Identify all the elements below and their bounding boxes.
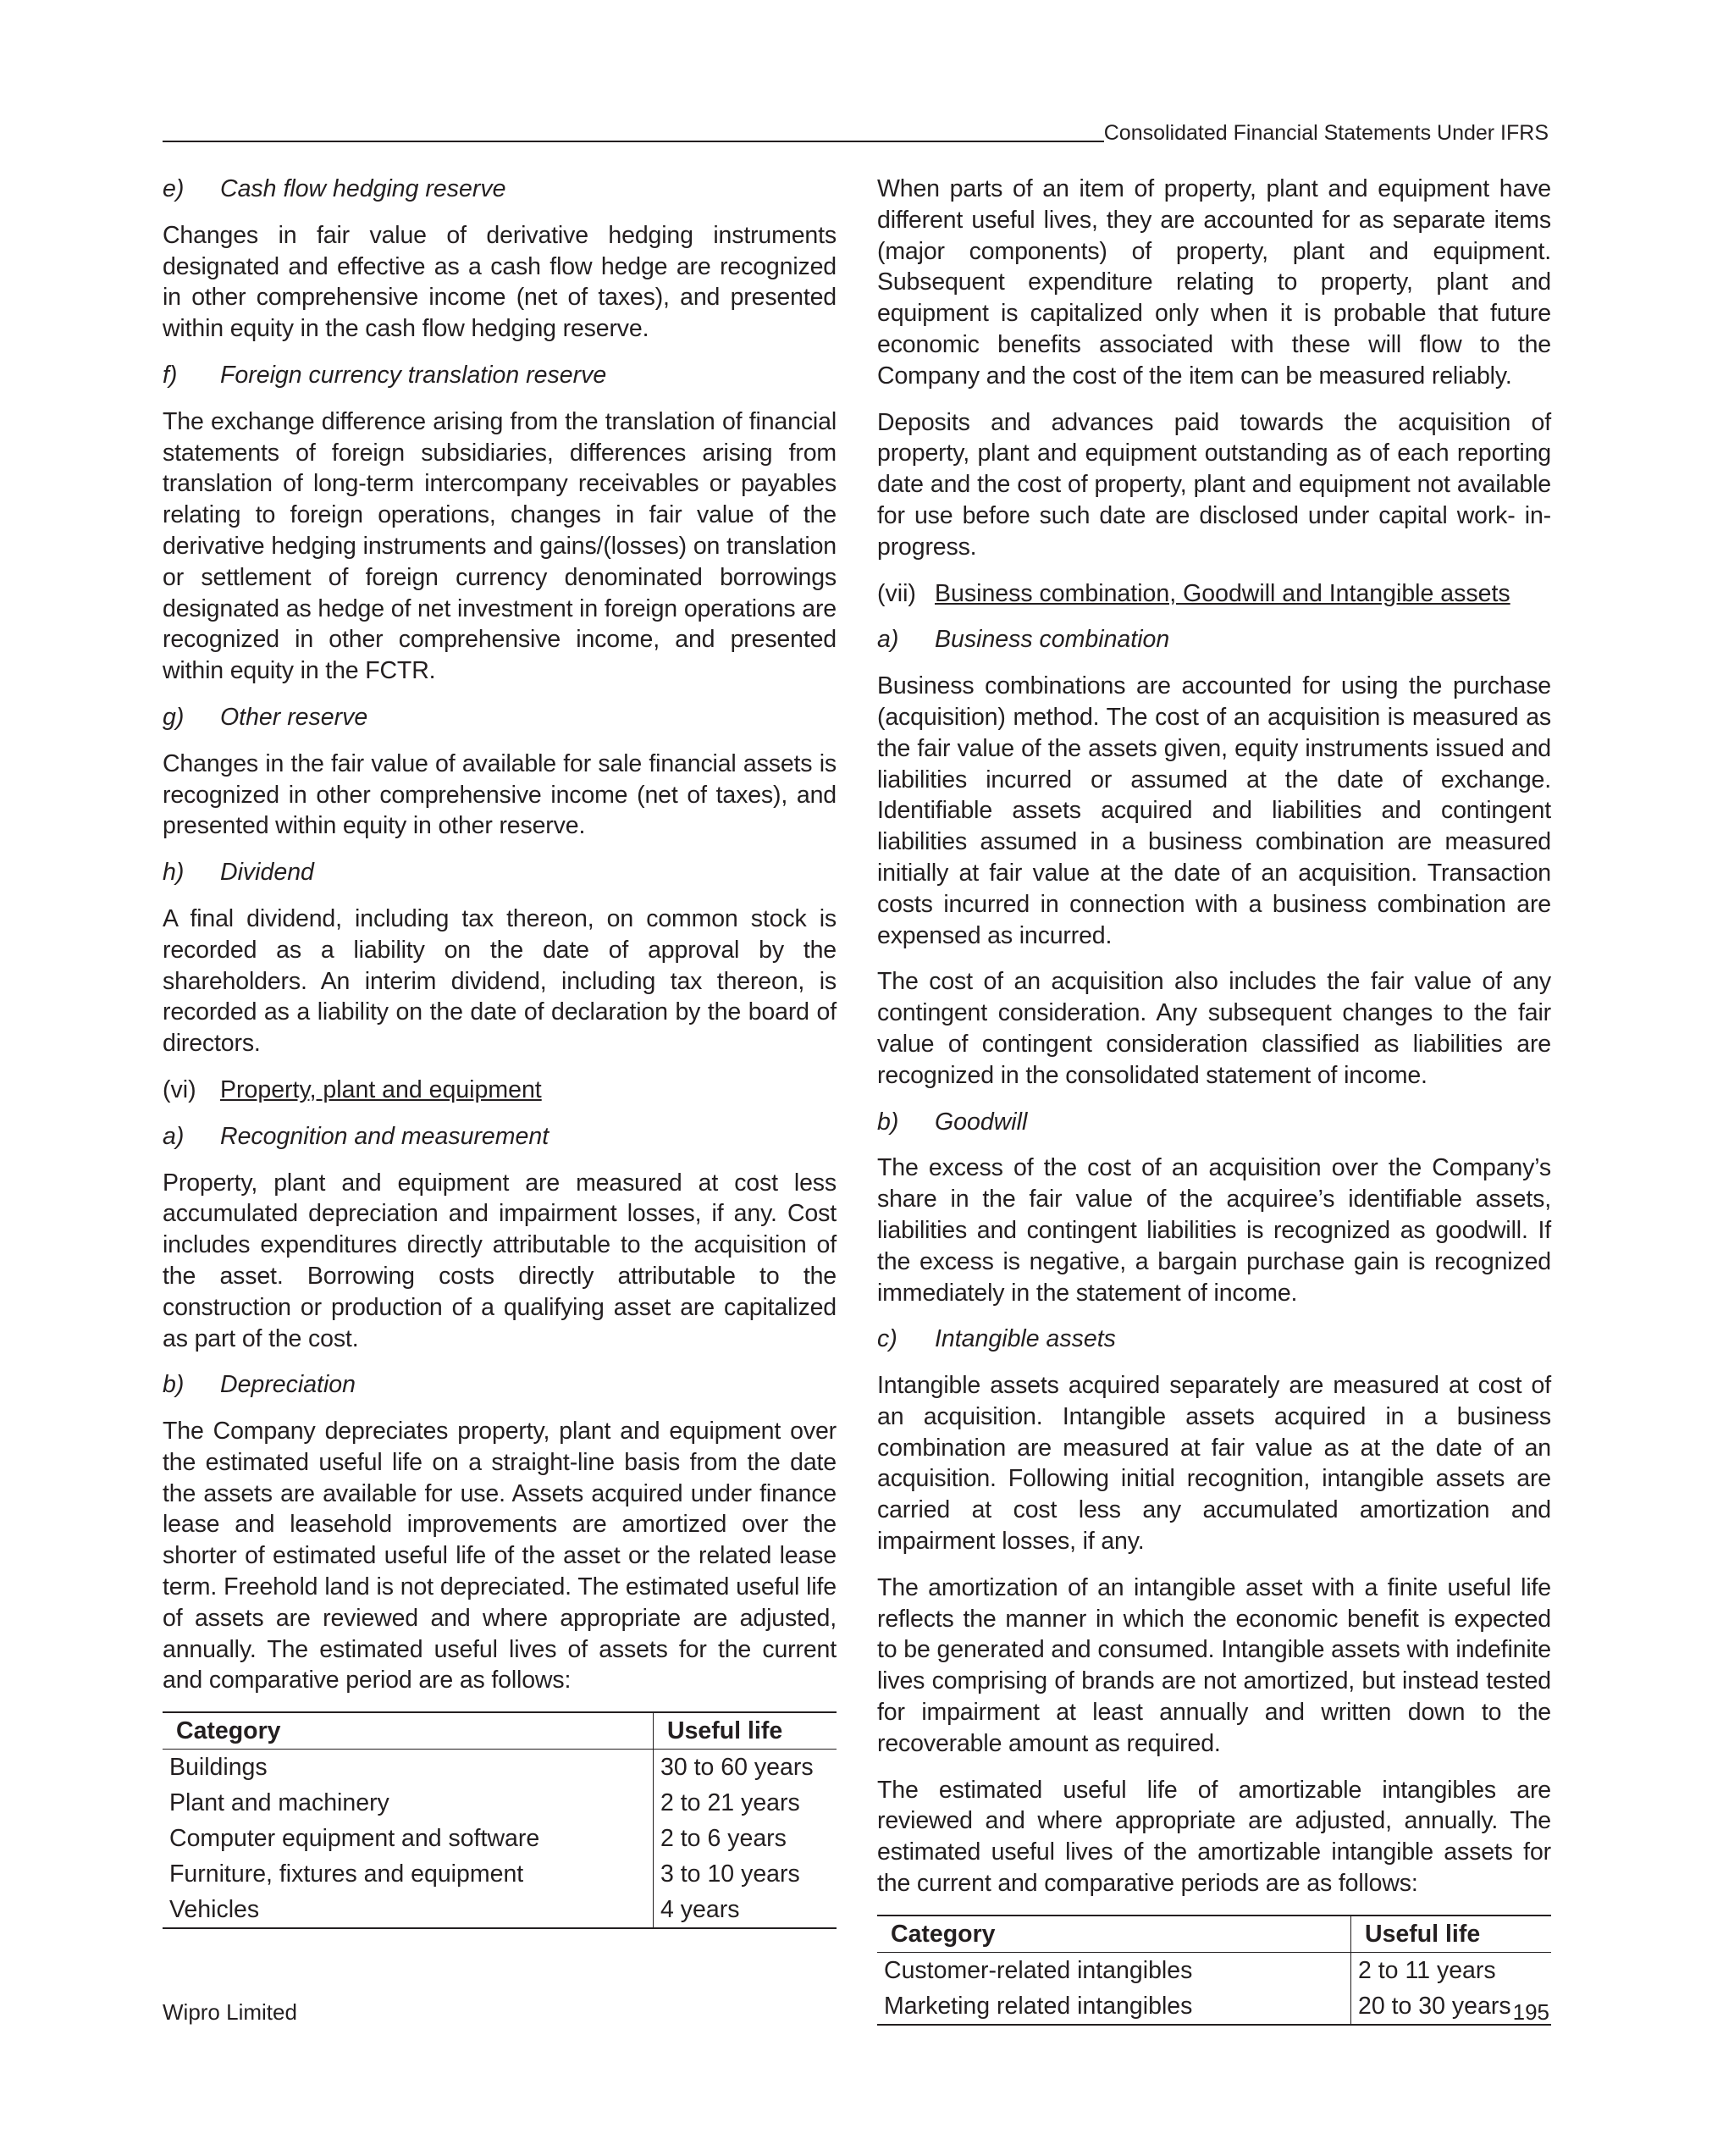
paragraph-other-reserve: Changes in the fair value of available for sale financial assets is recognized in other comprehensive income (net of taxes), and presented within equity in other reserve. <box>163 749 837 840</box>
paragraph-recognition: Property, plant and equipment are measured at cost less accumulated depreciation and impairment losses, if any. Cost includes expenditures directly attributable to the acquisition of the asset. Borrowing costs directly attributable to the construction or production of a qualifying asset are capitalized as part of the cost. <box>163 1169 837 1352</box>
intangibles-useful-life-table <box>877 1915 1551 2026</box>
table-row <box>877 1952 1551 1988</box>
paragraph-intangibles-2: The amortization of an intangible asset with a finite useful life reflects the manner in which the economic benefit is expected to be generated and consumed. Intangible assets with indefinite lives comprising of brands are not amortized, but instead tested for impairment at least annually and written down to the recoverable amount as required. <box>877 1573 1551 1757</box>
paragraph-cash-flow-hedging: Changes in fair value of derivative hedging instruments designated and effective as a cash flow hedge are recognized in other comprehensive income (net of taxes), and presented within equity in the cash flow hedging reserve. <box>163 221 837 343</box>
paragraph-depreciation: The Company depreciates property, plant and equipment over the estimated useful life on a straight-line basis from the date the assets are available for use. Assets acquired under finance lease and leasehold improvements are amortized over the shorter of estimated useful life of the asset or the related lease term. Freehold land is not depreciated. The estimated useful life of assets are reviewed and where appropriate are adjusted, annually. The estimated useful lives of assets for the current and comparative period are as follows: <box>163 1418 837 1694</box>
paragraph-components: When parts of an item of property, plant and equipment have different useful lives, they are accounted for as separate items (major components) of property, plant and equipment. Subsequent expenditure relating to property, plant and equipment is capitalized only when it is probable that future economic benefits associated with these will flow to the Company and the cost of the item can be measured reliably. <box>877 175 1551 390</box>
heading-other-reserve: g) Other reserve <box>163 703 368 731</box>
column-header-useful-life: Useful life <box>1351 1916 1552 1953</box>
table-row <box>877 1988 1551 2025</box>
paragraph-business-combination-2: The cost of an acquisition also includes the fair value of any contingent consideration. Any subsequent changes to the fair value of contingent consideration classified as liabilities are recognized in the consolidated statement of income. <box>877 968 1551 1089</box>
table-row <box>163 1821 837 1856</box>
section-property-plant-equipment: (vi) Property, plant and equipment <box>163 1075 542 1103</box>
cell-category: Furniture, fixtures and equipment <box>169 1860 524 1888</box>
column-header-category: Category <box>163 1712 654 1750</box>
header-rule <box>163 141 1104 142</box>
heading-intangible-assets: c) Intangible assets <box>877 1325 1116 1353</box>
paragraph-intangibles-3: The estimated useful life of amortizable intangibles are reviewed and where appropriate are adjusted, annually. The estimated useful lives of the amortizable intangible assets for the current and comparative periods are as follows: <box>877 1776 1551 1898</box>
heading-cash-flow-hedging-reserve: e) Cash flow hedging reserve <box>163 175 506 202</box>
column-header-useful-life: Useful life <box>654 1712 837 1750</box>
cell-useful-life: 3 to 10 years <box>654 1856 837 1892</box>
heading-depreciation: b) Depreciation <box>163 1371 356 1399</box>
paragraph-business-combination-1: Business combinations are accounted for using the purchase (acquisition) method. The cost of an acquisition is measured as the fair value of the assets given, equity instruments issued and liabilities incurred or assumed at the date of exchange. Identifiable assets acquired and liabilities and contingent liabilities assumed in a business combination are measured initially at fair value at the date of an acquisition. Transaction costs incurred in connection with a business combination are expensed as incurred. <box>877 672 1551 949</box>
cell-useful-life: 2 to 6 years <box>654 1821 837 1856</box>
heading-business-combination: a) Business combination <box>877 626 1170 654</box>
cell-category: Marketing related intangibles <box>877 1988 1351 2025</box>
cell-category: Plant and machinery <box>169 1789 389 1817</box>
cell-category: Vehicles <box>163 1892 654 1928</box>
heading-foreign-currency-translation-reserve: f) Foreign currency translation reserve <box>163 361 607 389</box>
table-header-row <box>163 1712 837 1750</box>
cell-category: Customer-related intangibles <box>884 1956 1193 1984</box>
cell-category: Buildings <box>169 1754 268 1782</box>
table-row <box>163 1785 837 1821</box>
left-column <box>163 174 837 1929</box>
table-row <box>163 1750 837 1786</box>
cell-useful-life: 20 to 30 years <box>1351 1988 1552 2025</box>
cell-useful-life: 30 to 60 years <box>654 1750 837 1786</box>
heading-dividend: h) Dividend <box>163 859 314 887</box>
footer-page-number: 195 <box>1512 1999 1549 2025</box>
paragraph-intangibles-1: Intangible assets acquired separately are measured at cost of an acquisition. Intangible assets acquired in a business combination are measured at fair value as at the date of an acquisition. Following initial recognition, intangible assets are carried at cost less any accumulated amortization and impairment losses, if any. <box>877 1372 1551 1556</box>
paragraph-capital-wip: Deposits and advances paid towards the acquisition of property, plant and equipment outstanding as of each reporting date and the cost of property, plant and equipment not available for use before such date are disclosed under capital work- in-progress. <box>877 408 1551 561</box>
column-header-category: Category <box>877 1916 1351 1953</box>
table-row <box>163 1856 837 1892</box>
paragraph-goodwill: The excess of the cost of an acquisition over the Company’s share in the fair value of the acquiree’s identifiable assets, liabilities and contingent liabilities is recognized as goodwill. If the excess is negative, a bargain purchase gain is recognized immediately in the statement of income. <box>877 1154 1551 1307</box>
ppe-useful-life-table <box>163 1711 837 1929</box>
section-business-combination-goodwill-intangibles: (vii) Business combination, Goodwill and Intangible assets <box>877 579 1510 607</box>
cell-useful-life: 4 years <box>654 1892 837 1928</box>
paragraph-fctr: The exchange difference arising from the translation of financial statements of foreign subsidiaries, differences arising from translation of long-term intercompany receivables or payables relating to foreign operations, changes in fair value of the derivative hedging instruments and gains/(losses) on translation or settlement of foreign currency denominated borrowings designated as hedge of net investment in foreign operations are recognized in other comprehensive income, and presented within equity in the FCTR. <box>163 407 837 685</box>
paragraph-dividend: A final dividend, including tax thereon, on common stock is recorded as a liability on the date of approval by the shareholders. An interim dividend, including tax thereon, is recorded as a liability on the date of declaration by the board of directors. <box>163 904 837 1058</box>
footer-company-name: Wipro Limited <box>163 1999 297 2025</box>
cell-category: Computer equipment and software <box>169 1825 540 1853</box>
page-header-title: Consolidated Financial Statements Under IFRS <box>1103 121 1549 145</box>
table-header-row <box>877 1916 1551 1953</box>
table-row <box>163 1892 837 1928</box>
right-column <box>877 174 1551 2026</box>
cell-useful-life: 2 to 21 years <box>654 1785 837 1821</box>
heading-goodwill: b) Goodwill <box>877 1108 1028 1136</box>
heading-recognition-measurement: a) Recognition and measurement <box>163 1122 549 1150</box>
cell-useful-life: 2 to 11 years <box>1351 1952 1552 1988</box>
